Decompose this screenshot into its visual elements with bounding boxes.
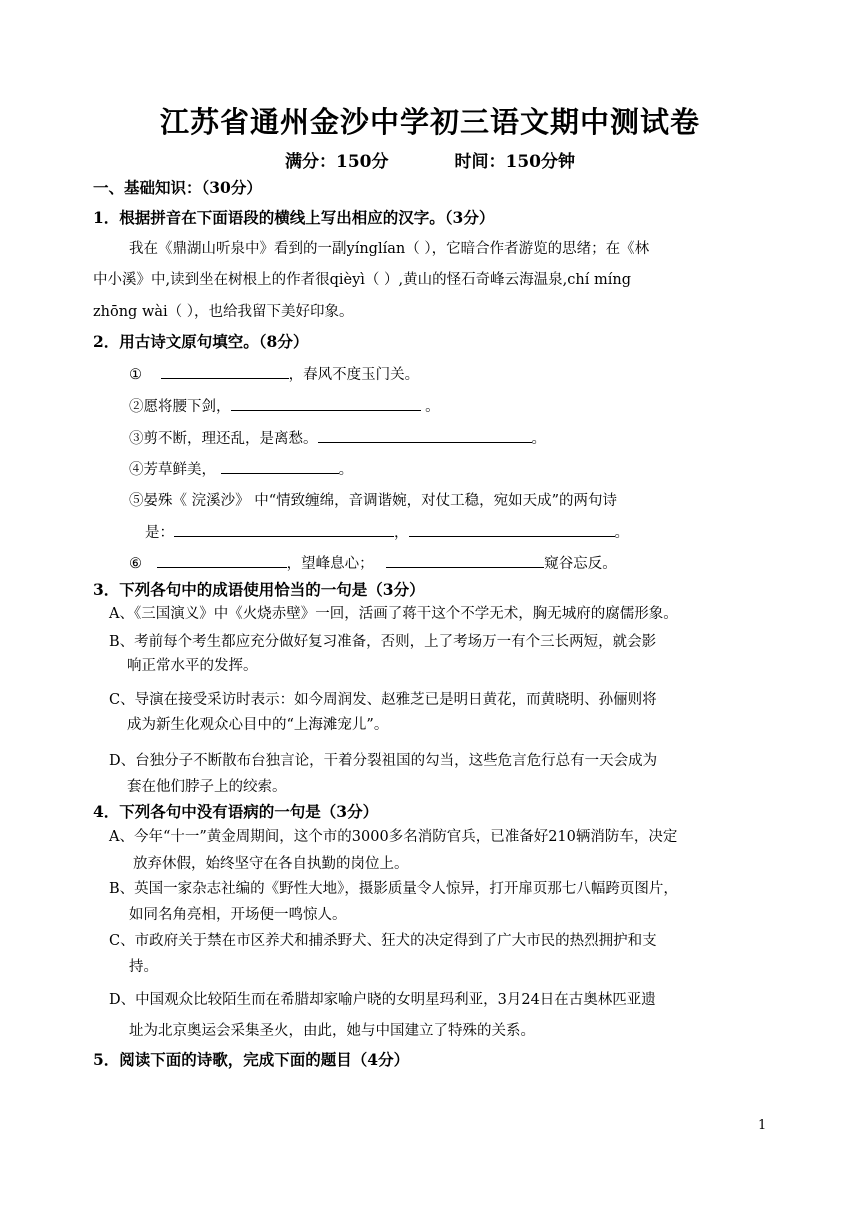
question-1-line-2: 中小溪》中,读到坐在树根上的作者很qièyì（ ）,黄山的怪石奇峰云海温泉,chí míng [93, 272, 631, 288]
full-score: 满分：150分 [285, 152, 389, 172]
question-2-item-3 [129, 427, 546, 448]
item-6-number: ⑥ [129, 556, 142, 572]
answer-blank[interactable] [318, 427, 532, 443]
question-3-option-b-line-2: 响正常水平的发挥。 [127, 658, 258, 674]
question-4-option-b-line-2: 如同名角亮相，开场便一鸣惊人。 [129, 907, 347, 923]
question-3-option-a: A、《三国演义》中《火烧赤壁》一回，活画了蒋干这个不学无术，胸无城府的腐儒形象。 [109, 606, 678, 622]
item-3-end: 。 [531, 431, 546, 447]
question-3-option-c-line-1: C、导演在接受采访时表示：如今周润发、赵雅芝已是明日黄花，而黄晓明、孙俪则将 [109, 692, 657, 708]
answer-blank[interactable] [221, 458, 339, 474]
item-1-number: ① [129, 367, 142, 383]
question-4-option-c-line-2: 持。 [129, 959, 158, 975]
answer-blank[interactable] [409, 521, 615, 537]
question-3-heading: 3．下列各句中的成语使用恰当的一句是（3分） [93, 580, 425, 599]
exam-meta [0, 147, 860, 172]
answer-blank[interactable] [386, 552, 544, 568]
item-5-label: 是： [145, 525, 174, 541]
question-2-item-6 [129, 552, 617, 573]
answer-blank[interactable] [231, 395, 421, 411]
question-2-item-1 [129, 363, 419, 384]
item-3-text: ③剪不断，理还乱，是离愁。 [129, 431, 318, 447]
exam-time: 时间：150分钟 [454, 152, 575, 172]
exam-title: 江苏省通州金沙中学初三语文期中测试卷 [159, 105, 700, 139]
item-4-end: 。 [338, 462, 354, 478]
page-number: 1 [758, 1118, 767, 1133]
question-2-heading: 2．用古诗文原句填空。（8分） [93, 332, 309, 351]
item-6-mid: ，望峰息心； [286, 556, 374, 572]
item-1-text: ，春风不度玉门关。 [288, 367, 420, 383]
question-1-line-1: 我在《鼎湖山听泉中》看到的一副yínglían（ ），它暗合作者游览的思绪；在《林 [129, 241, 650, 257]
answer-blank[interactable] [161, 363, 289, 379]
item-2-end: 。 [425, 399, 440, 415]
item-2-text: ②愿将腰下剑， [129, 399, 231, 415]
question-4-option-d-line-2: 址为北京奥运会采集圣火，由此，她与中国建立了特殊的关系。 [129, 1023, 535, 1039]
question-3-option-c-line-2: 成为新生化观众心目中的“上海滩宠儿”。 [127, 717, 389, 733]
item-6-end: 窥谷忘反。 [544, 556, 617, 572]
answer-blank[interactable] [157, 552, 287, 568]
question-4-option-b-line-1: B、英国一家杂志社编的《野性大地》，摄影质量令人惊异，打开扉页那七八幅跨页图片， [109, 881, 678, 897]
question-2-item-4 [129, 458, 353, 479]
question-1-line-3: zhōng wài（ ），也给我留下美好印象。 [93, 304, 354, 320]
question-2-item-5-line-2 [145, 521, 629, 542]
section-heading-basics: 一、基础知识：（30分） [93, 178, 262, 197]
question-4-option-a-line-2: 放弃休假，始终坚守在各自执勤的岗位上。 [133, 856, 409, 872]
item-4-text: ④芳草鲜美， [129, 462, 216, 478]
question-4-option-c-line-1: C、市政府关于禁在市区养犬和捕杀野犬、狂犬的决定得到了广大市民的热烈拥护和支 [109, 933, 657, 949]
question-3-option-d-line-2: 套在他们脖子上的绞索。 [127, 779, 287, 795]
question-4-option-a-line-1: A、今年“十一”黄金周期间，这个市的3000多名消防官兵，已准备好210辆消防车，决定 [109, 829, 678, 845]
question-1-heading: 1．根据拼音在下面语段的横线上写出相应的汉字。（3分） [93, 208, 495, 227]
item-5-end: 。 [614, 525, 629, 541]
question-3-option-d-line-1: D、台独分子不断散布台独言论，干着分裂祖国的勾当，这些危言危行总有一天会成为 [109, 753, 658, 769]
question-2-item-2 [129, 395, 440, 416]
question-5-heading: 5．阅读下面的诗歌，完成下面的题目（4分） [93, 1050, 410, 1069]
question-2-item-5-line-1: ⑤晏殊《 浣溪沙》 中“情致缠绵，音调谐婉，对仗工稳，宛如天成”的两句诗 [129, 493, 618, 509]
answer-blank[interactable] [174, 521, 394, 537]
question-4-heading: 4．下列各句中没有语病的一句是（3分） [93, 802, 379, 821]
question-4-option-d-line-1: D、中国观众比较陌生而在希腊却家喻户晓的女明星玛利亚，3月24日在古奥林匹亚遗 [109, 992, 656, 1008]
question-3-option-b-line-1: B、考前每个考生都应充分做好复习准备，否则，上了考场万一有个三长两短，就会影 [109, 634, 657, 650]
item-5-mid: ， [394, 525, 409, 541]
